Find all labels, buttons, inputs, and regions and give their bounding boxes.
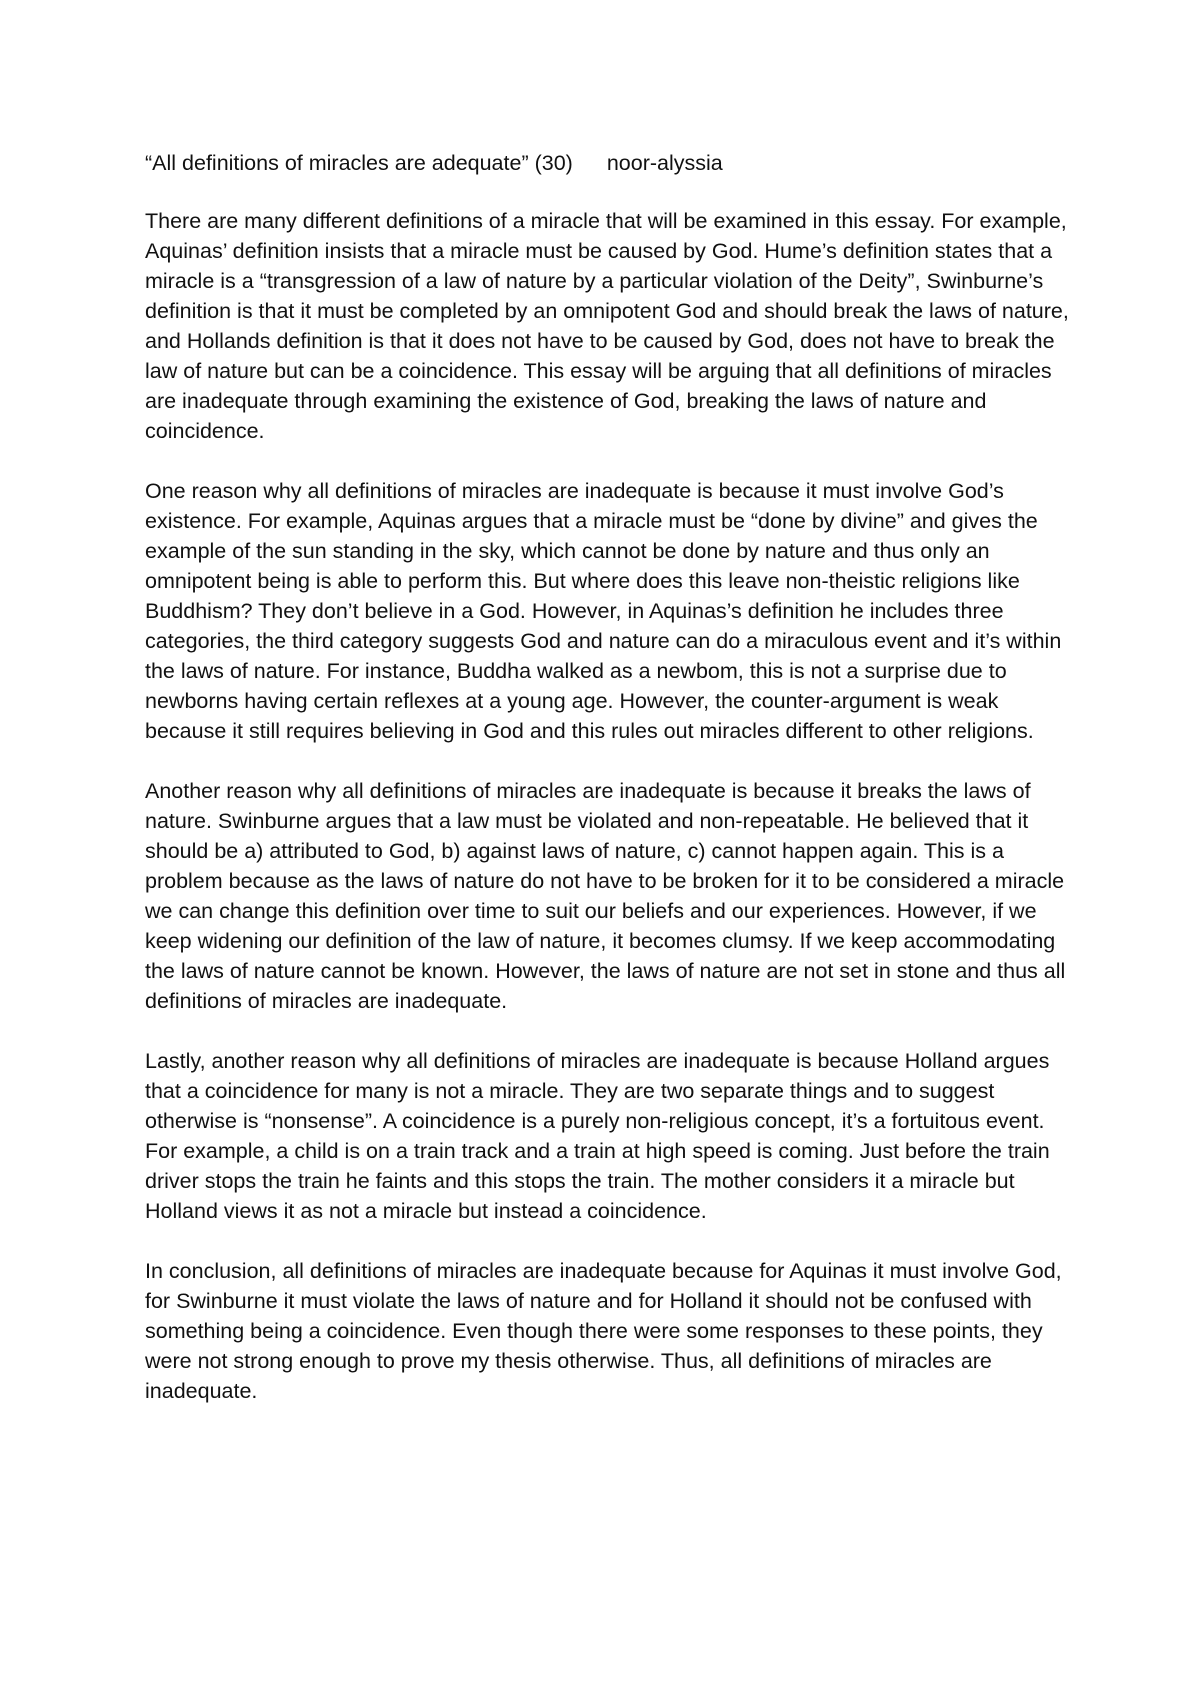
- document-heading: [145, 148, 723, 178]
- essay-author: noor-alyssia: [606, 151, 723, 175]
- paragraph-laws-of-nature: Another reason why all definitions of miracles are inadequate is because it breaks the laws of nature. Swinburne argues that a law must be violated and non-repeatable. He believed that it should be a) attributed to God, b) against laws of nature, c) cannot happen again. This is a problem because as the laws of nature do not have to be broken for it to be considered a miracle we can change this definition over time to suit our beliefs and our experiences. However, if we keep widening our definition of the law of nature, it becomes clumsy. If we keep accommodating the laws of nature cannot be known. However, the laws of nature are not set in stone and thus all definitions of miracles are inadequate.: [145, 779, 1066, 1013]
- paragraph-coincidence: Lastly, another reason why all definitions of miracles are inadequate is because Holland argues that a coincidence for many is not a miracle. They are two separate things and to suggest otherwise is “nonsense”. A coincidence is a purely non-religious concept, it’s a fortuitous event. For example, a child is on a train track and a train at high speed is coming. Just before the train driver stops the train he faints and this stops the train. The mother considers it a miracle but Holland views it as not a miracle but instead a coincidence.: [145, 1049, 1050, 1223]
- paragraph-gods-existence: One reason why all definitions of miracles are inadequate is because it must involve God’s existence. For example, Aquinas argues that a miracle must be “done by divine” and gives the example of the sun standing in the sky, which cannot be done by nature and thus only an omnipotent being is able to perform this. But where does this leave non-theistic religions like Buddhism? They don’t believe in a God. However, in Aquinas’s definition he includes three categories, the third category suggests God and nature can do a miraculous event and it’s within the laws of nature. For instance, Buddha walked as a newbom, this is not a surprise due to newborns having certain reflexes at a young age. However, the counter-argument is weak because it still requires believing in God and this rules out miracles different to other religions.: [145, 479, 1062, 743]
- document-page: [145, 0, 1080, 1696]
- essay-body: [145, 206, 1080, 1436]
- paragraph-conclusion: In conclusion, all definitions of miracles are inadequate because for Aquinas it must involve God, for Swinburne it must violate the laws of nature and for Holland it should not be confused with something being a coincidence. Even though there were some responses to these points, they were not strong enough to prove my thesis otherwise. Thus, all definitions of miracles are inadequate.: [145, 1259, 1062, 1403]
- essay-title: “All definitions of miracles are adequate” (30): [145, 151, 573, 175]
- paragraph-introduction: There are many different definitions of a miracle that will be examined in this essay. For example, Aquinas’ definition insists that a miracle must be caused by God. Hume’s definition states that a miracle is a “transgression of a law of nature by a particular violation of the Deity”, Swinburne’s definition is that it must be completed by an omnipotent God and should break the laws of nature, and Hollands definition is that it does not have to be caused by God, does not have to break the law of nature but can be a coincidence. This essay will be arguing that all definitions of miracles are inadequate through examining the existence of God, breaking the laws of nature and coincidence.: [145, 209, 1069, 443]
